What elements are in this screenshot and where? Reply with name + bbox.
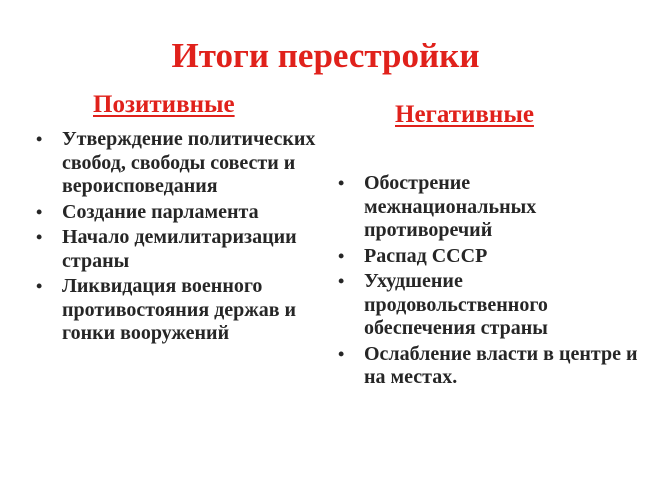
list-item-text: Обострение межнациональных противоречий [364, 172, 537, 241]
list-item [338, 172, 638, 243]
bullet-icon: • [338, 173, 345, 193]
list-item [36, 275, 326, 346]
bullet-icon: • [36, 129, 43, 149]
list-item-text: Распад СССР [364, 244, 488, 267]
list-item [338, 270, 638, 341]
list-item-text: Ликвидация военного противостояния держав и гонки вооружений [62, 275, 297, 344]
bullet-icon: • [338, 245, 345, 266]
list-item [338, 343, 638, 390]
positive-list [36, 128, 326, 348]
bullet-icon: • [338, 271, 345, 291]
list-item-text: Ухудшение продовольственного обеспечения страны [364, 270, 548, 339]
list-item-text: Утверждение политических свобод, свободы совести и вероисповедания [62, 128, 316, 197]
negative-list [338, 172, 638, 392]
bullet-icon: • [36, 201, 43, 222]
bullet-icon: • [36, 276, 43, 296]
negative-heading: Негативные [395, 101, 534, 128]
list-item [338, 245, 638, 269]
list-item-text: Ослабление власти в центре и на местах. [364, 342, 638, 388]
list-item-text: Начало демилитаризации страны [62, 226, 297, 272]
list-item [36, 128, 326, 199]
list-item [36, 226, 326, 273]
positive-heading: Позитивные [93, 91, 235, 118]
list-item [36, 201, 326, 225]
bullet-icon: • [338, 343, 345, 364]
bullet-icon: • [36, 227, 43, 247]
slide-title: Итоги перестройки [171, 36, 480, 75]
list-item-text: Создание парламента [62, 200, 259, 223]
